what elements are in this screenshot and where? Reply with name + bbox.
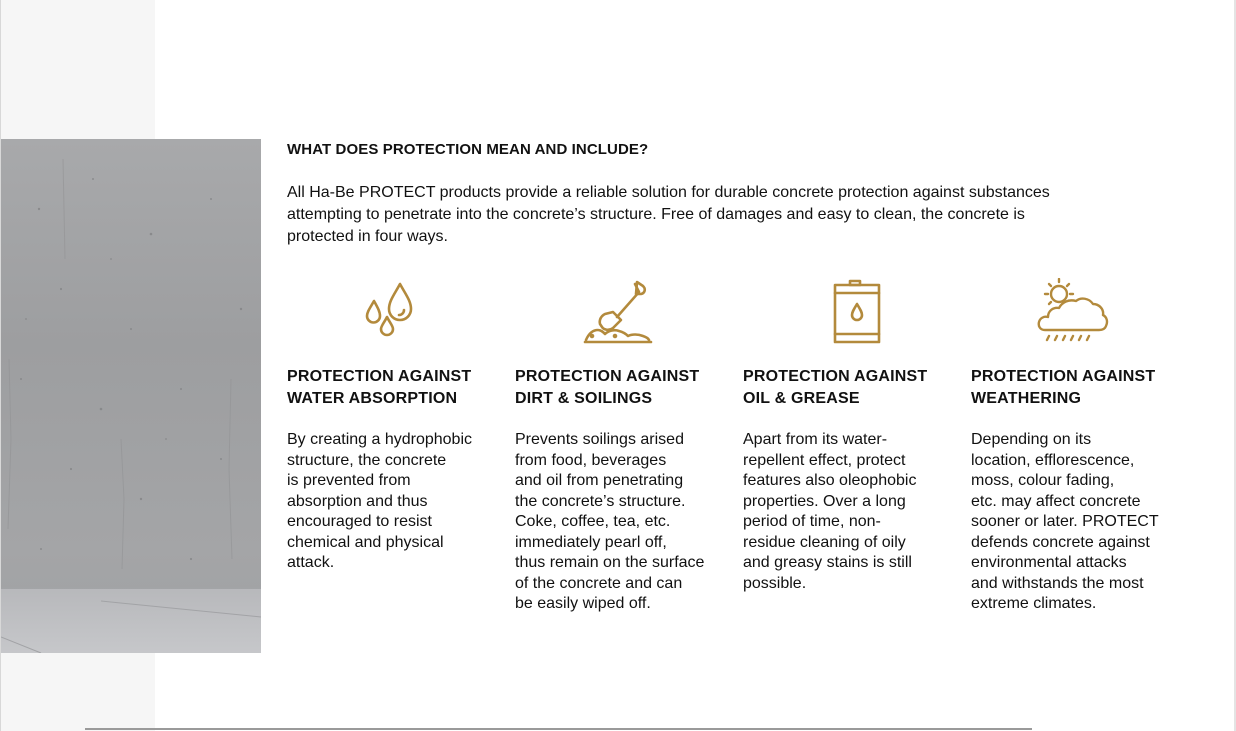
text-line: be easily wiped off. xyxy=(515,595,651,612)
sun-cloud-rain-icon xyxy=(1037,278,1109,346)
text-line: the concrete’s structure. xyxy=(515,492,686,510)
section-title xyxy=(971,366,1186,410)
text-line: structure, the concrete xyxy=(287,451,447,469)
text-line: absorption and thus xyxy=(287,492,428,510)
text-line: period of time, non- xyxy=(743,513,881,530)
title-line: OIL & GREASE xyxy=(743,390,860,407)
text-line: from food, beverages xyxy=(515,451,667,469)
text-line: defends concrete against xyxy=(971,533,1150,551)
section-description xyxy=(287,430,472,574)
concrete-wall-image xyxy=(1,139,261,653)
intro-paragraph xyxy=(287,182,1167,248)
page-heading: WHAT DOES PROTECTION MEAN AND INCLUDE? xyxy=(287,141,649,158)
text-line: moss, colour fading, xyxy=(971,472,1115,489)
section-title xyxy=(287,366,502,410)
bottom-divider xyxy=(85,728,1032,730)
text-line: Prevents soilings arised xyxy=(515,431,684,448)
title-line: PROTECTION AGAINST xyxy=(515,368,700,385)
text-line: features also oleophobic xyxy=(743,472,917,489)
text-line: location, efflorescence, xyxy=(971,451,1135,469)
text-line: attack. xyxy=(287,554,335,571)
shovel-dirt-icon xyxy=(583,278,655,346)
text-line: etc. may affect concrete xyxy=(971,492,1141,510)
title-line: WEATHERING xyxy=(971,390,1082,407)
text-line: chemical and physical xyxy=(287,533,444,551)
intro-line: All Ha-Be PROTECT products provide a reliable solution for durable concrete protection against substances xyxy=(287,184,1050,201)
text-line: By creating a hydrophobic xyxy=(287,431,472,448)
title-line: PROTECTION AGAINST xyxy=(287,368,472,385)
text-line: Depending on its xyxy=(971,431,1092,448)
title-line: DIRT & SOILINGS xyxy=(515,390,653,407)
text-line: environmental attacks xyxy=(971,554,1127,571)
concrete-texture xyxy=(1,139,261,653)
text-line: Coke, coffee, tea, etc. xyxy=(515,513,671,530)
text-line: sooner or later. PROTECT xyxy=(971,513,1159,530)
section-title xyxy=(515,366,730,410)
intro-line: attempting to penetrate into the concrete’s structure. Free of damages and easy to clean, the concrete is xyxy=(287,206,1025,223)
text-line: and oil from penetrating xyxy=(515,472,684,489)
text-line: and greasy stains is still xyxy=(743,554,912,571)
text-line: extreme climates. xyxy=(971,595,1097,612)
text-line: Apart from its water- xyxy=(743,431,888,448)
water-drops-icon xyxy=(363,278,415,346)
text-line: thus remain on the surface xyxy=(515,554,705,571)
text-line: and withstands the most xyxy=(971,574,1144,592)
section-title xyxy=(743,366,958,410)
text-line: immediately pearl off, xyxy=(515,533,667,551)
section-description xyxy=(743,430,916,594)
text-line: repellent effect, protect xyxy=(743,451,906,469)
text-line: encouraged to resist xyxy=(287,513,432,530)
text-line: of the concrete and can xyxy=(515,574,683,592)
intro-line: protected in four ways. xyxy=(287,228,448,245)
section-description xyxy=(971,430,1159,615)
title-line: PROTECTION AGAINST xyxy=(743,368,928,385)
text-line: is prevented from xyxy=(287,472,411,489)
oil-barrel-icon xyxy=(831,278,883,346)
text-line: residue cleaning of oily xyxy=(743,533,906,551)
text-line: properties. Over a long xyxy=(743,492,906,510)
text-line: possible. xyxy=(743,574,807,592)
section-description xyxy=(515,430,704,615)
concrete-floor xyxy=(1,587,261,653)
title-line: WATER ABSORPTION xyxy=(287,390,458,407)
title-line: PROTECTION AGAINST xyxy=(971,368,1156,385)
